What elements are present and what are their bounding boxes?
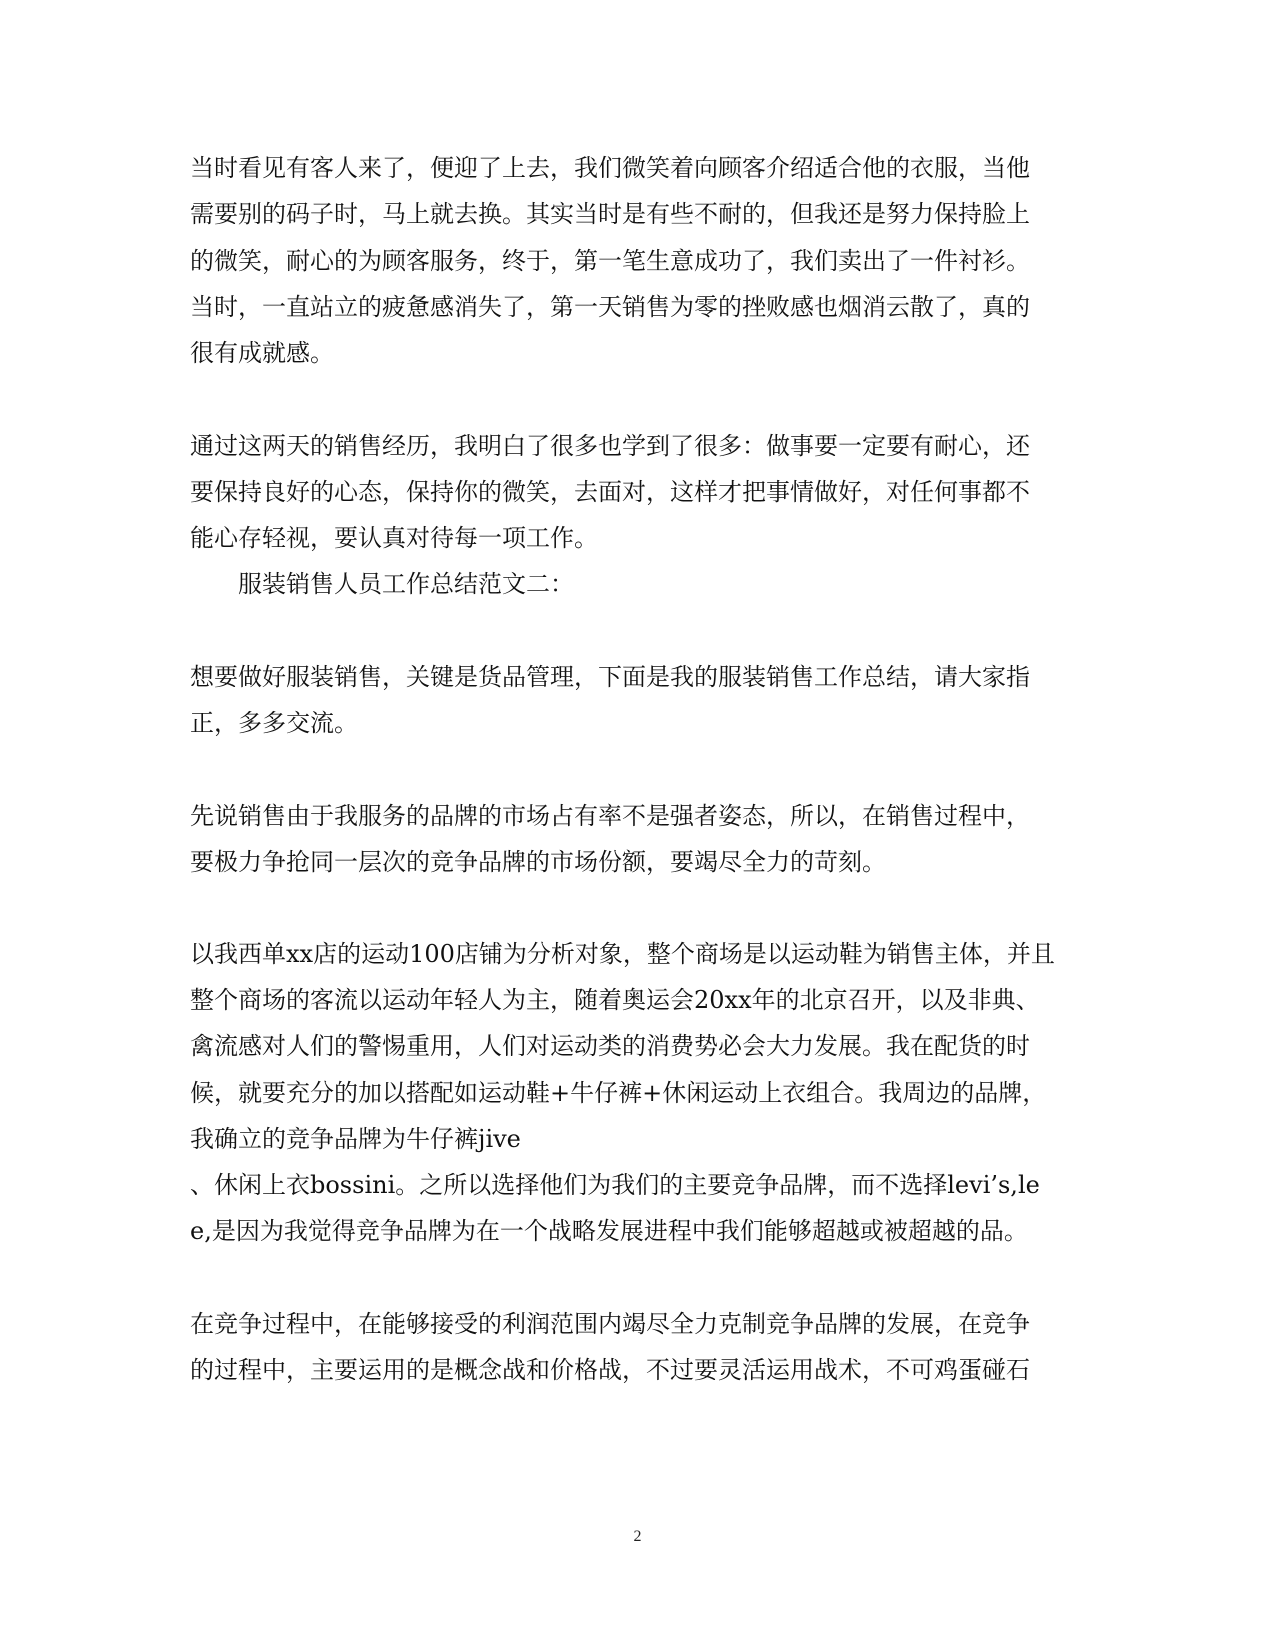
text-line: 正，多多交流。 xyxy=(190,709,358,737)
text-line: 的过程中，主要运用的是概念战和价格战，不过要灵活运用战术，不可鸡蛋碰石 xyxy=(190,1356,1030,1384)
text-line: 需要别的码子时，马上就去换。其实当时是有些不耐的，但我还是努力保持脸上 xyxy=(190,200,1030,228)
text-line: 、休闲上衣bossini。之所以选择他们为我们的主要竞争品牌，而不选择levi’s,le xyxy=(190,1171,1040,1199)
text-line: 很有成就感。 xyxy=(190,339,334,367)
text-line: e,是因为我觉得竞争品牌为在一个战略发展进程中我们能够超越或被超越的品。 xyxy=(190,1217,1028,1245)
page-number: 2 xyxy=(633,1528,642,1545)
text-line: 在竞争过程中，在能够接受的利润范围内竭尽全力克制竞争品牌的发展，在竞争 xyxy=(190,1310,1030,1338)
text-line: 要极力争抢同一层次的竞争品牌的市场份额，要竭尽全力的苛刻。 xyxy=(190,848,886,876)
text-line: 禽流感对人们的警惕重用，人们对运动类的消费势必会大力发展。我在配货的时 xyxy=(190,1032,1030,1060)
text-line: 要保持良好的心态，保持你的微笑，去面对，这样才把事情做好，对任何事都不 xyxy=(190,478,1030,506)
text-line: 整个商场的客流以运动年轻人为主，随着奥运会20xx年的北京召开，以及非典、 xyxy=(190,986,1040,1014)
text-line: 能心存轻视，要认真对待每一项工作。 xyxy=(190,524,598,552)
text-line: 先说销售由于我服务的品牌的市场占有率不是强者姿态，所以，在销售过程中， xyxy=(190,802,1030,830)
text-line: 我确立的竞争品牌为牛仔裤jive xyxy=(190,1125,521,1153)
section-heading: 服装销售人员工作总结范文二： xyxy=(238,570,574,598)
text-line: 的微笑，耐心的为顾客服务，终于，第一笔生意成功了，我们卖出了一件衬衫。 xyxy=(190,247,1030,275)
text-line: 候，就要充分的加以搭配如运动鞋+牛仔裤+休闲运动上衣组合。我周边的品牌， xyxy=(190,1079,1047,1107)
text-line: 当时，一直站立的疲惫感消失了，第一天销售为零的挫败感也烟消云散了，真的 xyxy=(190,293,1030,321)
text-line: 通过这两天的销售经历，我明白了很多也学到了很多：做事要一定要有耐心，还 xyxy=(190,432,1030,460)
text-line: 想要做好服装销售，关键是货品管理，下面是我的服装销售工作总结，请大家指 xyxy=(190,663,1030,691)
text-line: 以我西单xx店的运动100店铺为分析对象，整个商场是以运动鞋为销售主体，并且 xyxy=(190,940,1055,968)
text-line: 当时看见有客人来了，便迎了上去，我们微笑着向顾客介绍适合他的衣服，当他 xyxy=(190,154,1030,182)
